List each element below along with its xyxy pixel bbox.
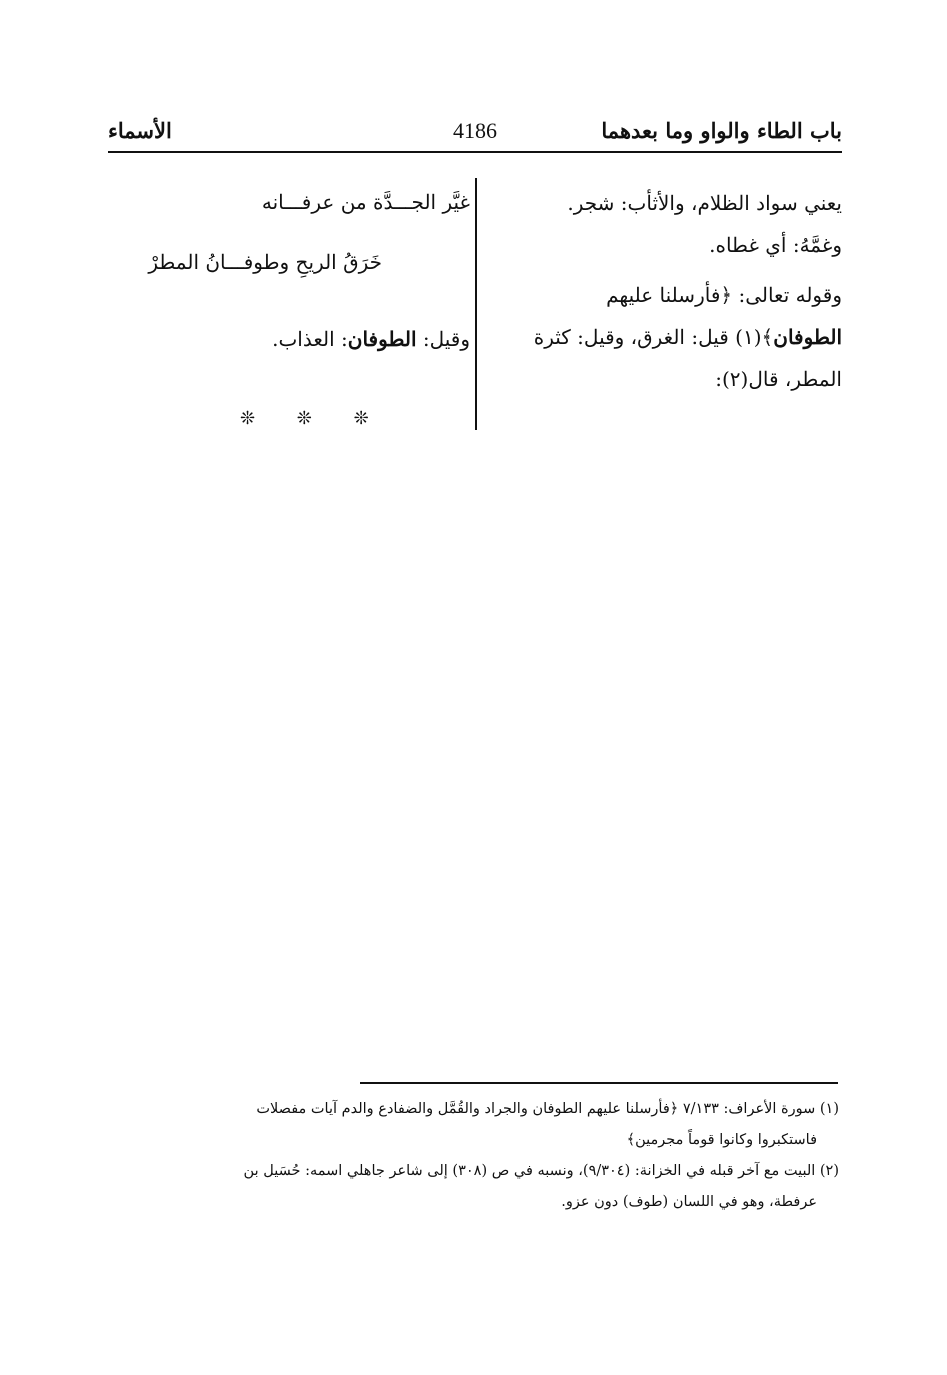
text-span: : العذاب. (272, 327, 348, 351)
chapter-title: باب الطاء والواو وما بعدهما (601, 118, 842, 143)
text-line: وقوله تعالى: ﴿فأرسلنا عليهم (606, 283, 842, 307)
right-column (490, 182, 842, 400)
footnote-line: (١) سورة الأعراف: ٧/١٣٣ ﴿فأرسلنا عليهم الطوفان والجراد والقُمَّل والضفادع والدم آيات مفصلات (256, 1101, 839, 1117)
footnotes (104, 1094, 839, 1218)
section-title: الأسماء (108, 118, 172, 143)
verse-line: غيَّر الجـــدَّة من عرفـــانه (261, 190, 470, 214)
text-line: يعني سواد الظلام، والأثأب: شجر. (567, 191, 842, 215)
bold-term: الطوفان (347, 327, 417, 351)
footnote-line: فاستكبروا وكانوا قوماً مجرمين﴾ (626, 1132, 817, 1148)
text-line (272, 327, 470, 351)
text-line: وغمَّهُ: أي غطاه. (709, 233, 842, 257)
text-span: ﴾(١) قيل: الغرق، وقيل: كثرة (533, 325, 774, 349)
column-divider (475, 178, 477, 430)
text-line: المطر، قال(٢): (715, 367, 842, 391)
verse-line: خَرَقُ الريحِ وطوفـــانُ المطرْ (148, 250, 382, 274)
footnote-line: (٢) البيت مع آخر قبله في الخزانة: (٩/٣٠٤)، ونسبه في ص (٣٠٨) إلى شاعر جاهلي اسمه: حُسَيل بن (243, 1163, 839, 1179)
bold-term: الطوفان (773, 325, 842, 349)
header-rule (108, 151, 842, 153)
page-number: 4186 (453, 118, 497, 143)
text-line (490, 316, 842, 358)
page-header (108, 114, 842, 150)
footnote-line: عرفطة، وهو في اللسان (طوف) دون عزو. (561, 1194, 817, 1210)
footnote-rule (360, 1082, 838, 1084)
section-separator: ❊ ❊ ❊ (240, 408, 387, 429)
text-span: وقيل: (422, 327, 470, 351)
